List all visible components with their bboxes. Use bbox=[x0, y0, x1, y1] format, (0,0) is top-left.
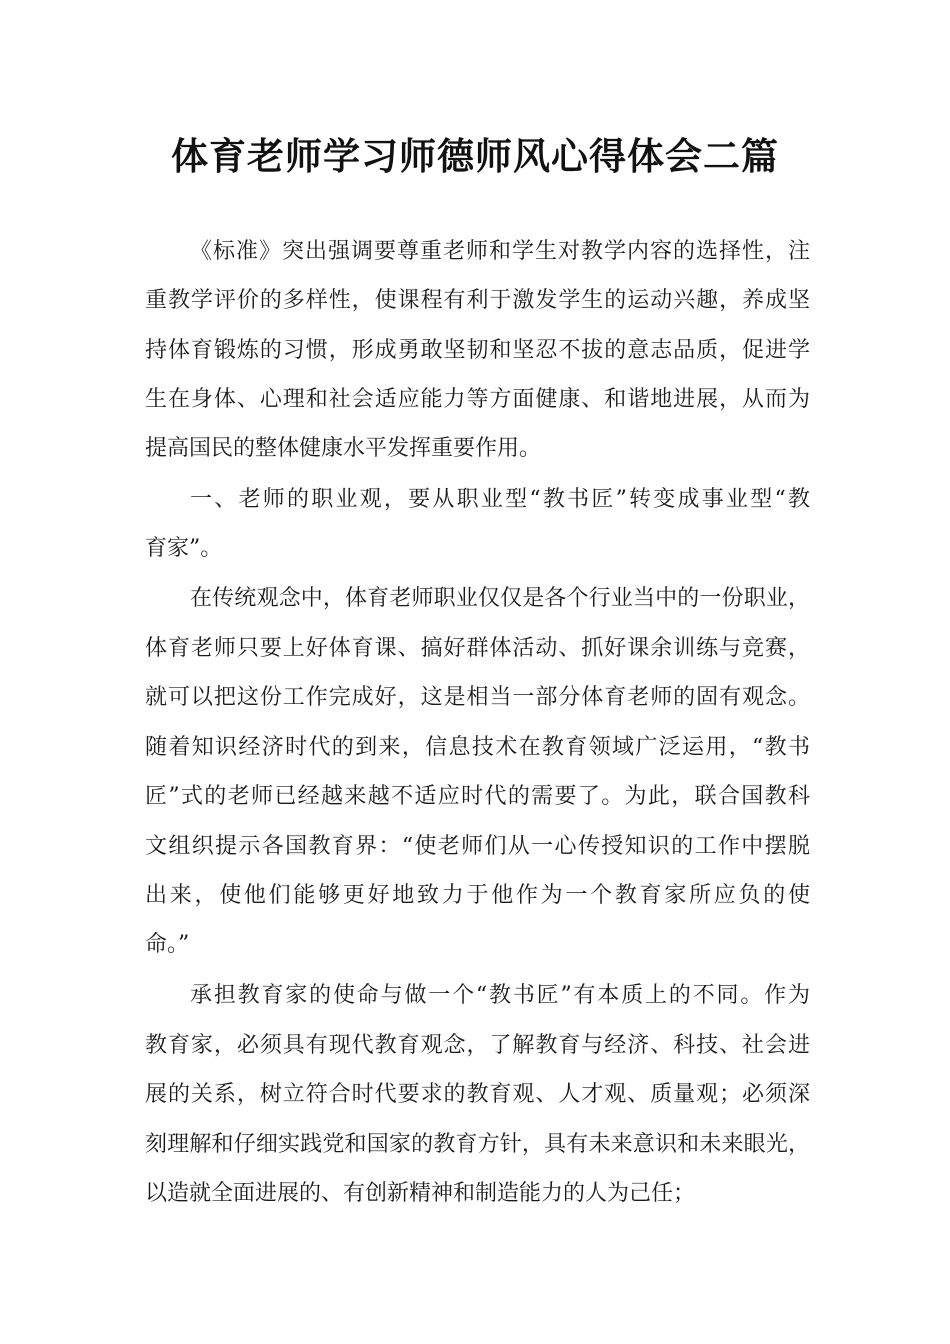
paragraph-line: 提高国民的整体健康水平发挥重要作用。 bbox=[145, 436, 542, 461]
paragraph-line: 就可以把这份工作完成好，这是相当一部分体育老师的固有观念。 bbox=[145, 685, 810, 710]
paragraph-line: 一、老师的职业观，要从职业型“教书匠”转变成事业型“教 bbox=[190, 487, 810, 512]
paragraph-line: 重教学评价的多样性，使课程有利于激发学生的运动兴趣，养成坚 bbox=[145, 288, 810, 313]
paragraph-line: 体育老师只要上好体育课、搞好群体活动、抓好课余训练与竞赛， bbox=[145, 636, 810, 661]
paragraph-line: 展的关系，树立符合时代要求的教育观、人才观、质量观；必须深 bbox=[145, 1082, 810, 1107]
paragraph-line: 匠”式的老师已经越来越不适应时代的需要了。为此，联合国教科 bbox=[145, 784, 810, 809]
paragraph-line: 承担教育家的使命与做一个“教书匠”有本质上的不同。作为 bbox=[190, 983, 810, 1008]
paragraph-line: 以造就全面进展的、有创新精神和制造能力的人为己任； bbox=[145, 1181, 696, 1206]
paragraph-line: 出来，使他们能够更好地致力于他作为一个教育家所应负的使 bbox=[145, 883, 810, 908]
paragraph-line: 持体育锻炼的习惯，形成勇敢坚韧和坚忍不拔的意志品质，促进学 bbox=[145, 338, 810, 363]
paragraph-line: 教育家，必须具有现代教育观念，了解教育与经济、科技、社会进 bbox=[145, 1033, 810, 1058]
paragraph-line: 育家”。 bbox=[145, 536, 223, 561]
paragraph-line: 《标准》突出强调要尊重老师和学生对教学内容的选择性，注 bbox=[190, 239, 810, 264]
paragraph-line: 文组织提示各国教育界：“使老师们从一心传授知识的工作中摆脱 bbox=[145, 834, 810, 859]
paragraph-line: 生在身体、心理和社会适应能力等方面健康、和谐地进展，从而为 bbox=[145, 387, 810, 412]
paragraph-line: 命。” bbox=[145, 932, 190, 957]
paragraph-line: 刻理解和仔细实践党和国家的教育方针，具有未来意识和未来眼光， bbox=[145, 1132, 810, 1157]
paragraph-line: 随着知识经济时代的到来，信息技术在教育领域广泛运用，“教书 bbox=[145, 735, 810, 760]
document-title: 体育老师学习师德师风心得体会二篇 bbox=[171, 135, 779, 178]
paragraph-line: 在传统观念中，体育老师职业仅仅是各个行业当中的一份职业， bbox=[190, 586, 810, 611]
